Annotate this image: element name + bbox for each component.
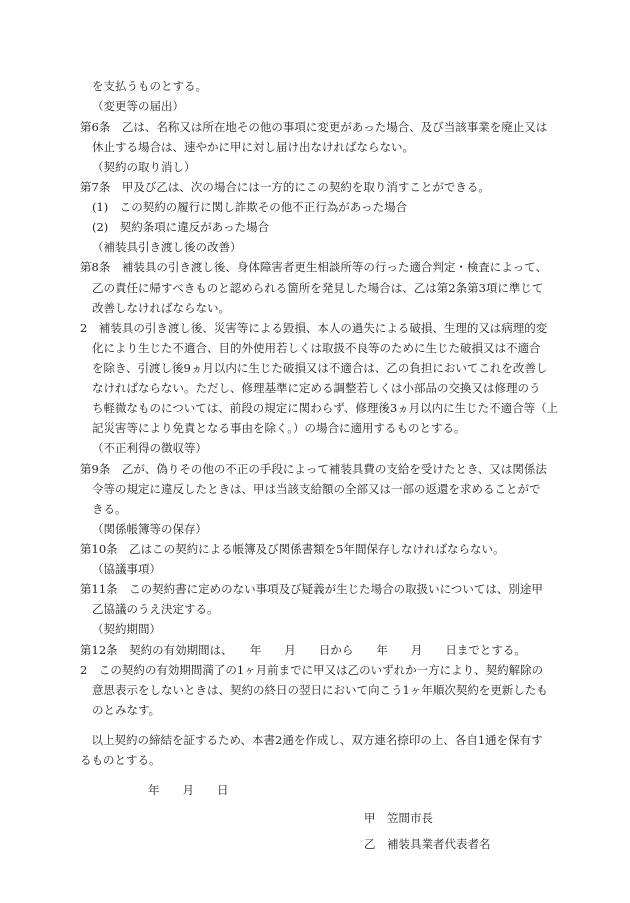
text-line: 化により生じた不適合、目的外使用若しくは取扱不良等のために生じた破損又は不適合 [92,341,541,355]
text-line: るものとする。 [80,753,161,767]
article-7: 第7条 甲及び乙は、次の場合には一方的にこの契約を取り消すことができる。 [80,180,490,194]
party-a: 甲 笠間市長 [364,811,433,825]
section-heading: （不正利得の徴収等） [92,441,207,455]
paragraph-2: 2 この契約の有効期間満了の1ヶ月前までに甲又は乙のいずれか一方により、契約解除の [80,663,544,677]
text-line: 改善しなければならない。 [92,301,230,315]
section-heading: （関係帳簿等の保存） [92,522,207,536]
signature-date: 年 月 日 [148,783,229,797]
text-line: 令等の規定に違反したときは、甲は当該支給額の全部又は一部の返還を求めることがで [92,482,541,496]
article-8: 第8条 補装具の引き渡し後、身体障害者更生相談所等の行った適合判定・検査によって、 [80,260,548,274]
section-heading: （契約の取り消し） [92,160,196,174]
text-line: きる。 [92,502,127,516]
text-line: 意思表示をしないときは、契約の終日の翌日において向こう1ヶ年順次契約を更新したも [92,683,548,697]
article-12: 第12条 契約の有効期間は、 年 月 日から 年 月 日までとする。 [80,643,526,657]
text-line: 乙協議のうえ決定する。 [92,602,219,616]
text-line: ち軽微なものについては、前段の規定に関わらず、修理後3ヵ月以内に生じた不適合等（上 [92,401,559,415]
list-item: (1) この契約の履行に関し詐欺その他不正行為があった場合 [92,200,408,214]
article-6: 第6条 乙は、名称又は所在地その他の事項に変更があった場合、及び当該事業を廃止又は [80,120,548,134]
article-10: 第10条 乙はこの契約による帳簿及び関係書類を5年間保存しなければならない。 [80,542,505,556]
closing-statement: 以上契約の締結を証するため、本書2通を作成し、双方連名捺印の上、各自1通を保有す [80,733,543,747]
article-9: 第9条 乙が、偽りその他の不正の手段によって補装具費の支給を受けたとき、又は関係法 [80,462,547,476]
text-line: を除き、引渡し後9ヵ月以内に生じた破損又は不適合は、乙の負担においてこれを改善し [92,361,548,375]
text-line: のとみなす。 [92,703,161,717]
text-line: なければならない。ただし、修理基準に定める調整若しくは小部品の交換又は修理のう [92,381,541,395]
text-line: 乙の責任に帰すべきものと認められる箇所を発見した場合は、乙は第2条第3項に準じて [92,281,544,295]
text-line: 記災害等により免責となる事由を除く。）の場合に適用するものとする。 [92,421,466,435]
section-heading: （補装具引き渡し後の改善） [92,240,242,254]
list-item: (2) 契約条項に違反があった場合 [92,220,270,234]
text-line: 休止する場合は、速やかに甲に対し届け出なければならない。 [92,140,414,154]
section-heading: （協議事項） [92,562,161,576]
text-line: を支払うものとする。 [92,79,207,93]
party-b: 乙 補装具業者代表者名 [364,837,491,851]
section-heading: （契約期間） [92,622,161,636]
article-11: 第11条 この契約書に定めのない事項及び疑義が生じた場合の取扱いについては、別途甲 [80,582,543,596]
section-heading: （変更等の届出） [92,99,184,113]
paragraph-2: 2 補装具の引き渡し後、災害等による毀損、本人の過失による破損、生理的又は病理的変 [80,321,548,335]
